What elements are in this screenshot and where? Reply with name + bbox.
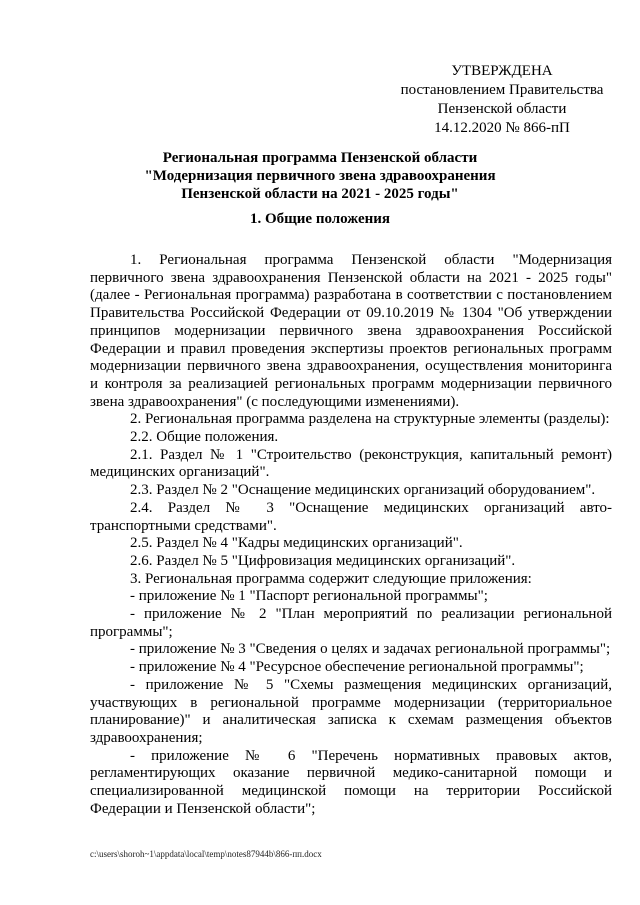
appendix-item-4: - приложение № 4 "Ресурсное обеспечение региональной программы"; [130, 659, 584, 676]
approval-line-approved: УТВЕРЖДЕНА [451, 63, 553, 79]
title-line-2: "Модернизация первичного звена здравоохранения [144, 168, 496, 184]
paragraph-2-6: 2.6. Раздел № 5 "Цифровизация медицинских организаций". [130, 552, 516, 569]
document-body [90, 252, 612, 819]
appendix-item-5: - приложение № 5 "Схемы размещения медицинских организаций, участвующих в региональной программе модернизации (территориальное планирование)" и аналитическая записка к схемам размещения объектов здравоохранения; [90, 676, 612, 746]
approval-stamp [392, 62, 612, 138]
paragraph-2-1: 2.1. Раздел № 1 "Строительство (реконструкция, капитальный ремонт) медицинских организаций". [90, 446, 612, 481]
appendix-item-2: - приложение № 2 "План мероприятий по реализации региональной программы"; [90, 606, 612, 640]
paragraph-2-2: 2.2. Общие положения. [130, 429, 279, 446]
title-line-1: Региональная программа Пензенской области [162, 150, 478, 166]
section-heading: 1. Общие положения [249, 211, 391, 227]
appendix-item-6: - приложение № 6 "Перечень нормативных правовых актов, регламентирующих оказание первичной медико-санитарной помощи и специализированной медицинской помощи на территории Российской Федерации и Пензенской области"; [90, 747, 612, 817]
title-line-3: Пензенской области на 2021 - 2025 годы" [181, 186, 459, 202]
document-title [40, 149, 600, 203]
file-path-footer: c:\users\shoroh~1\appdata\local\temp\notes87944b\866-пп.docx [90, 849, 322, 859]
paragraph-2-5: 2.5. Раздел № 4 "Кадры медицинских организаций". [130, 535, 463, 552]
approval-line-decree: постановлением Правительства [400, 82, 604, 98]
paragraph-2-4: 2.4. Раздел № 3 "Оснащение медицинских организаций авто-транспортными средствами". [90, 499, 612, 534]
paragraph-3: 3. Региональная программа содержит следующие приложения: [130, 570, 532, 587]
appendix-item-1: - приложение № 1 "Паспорт региональной программы"; [130, 588, 488, 605]
approval-line-date-number: 14.12.2020 № 866-пП [434, 120, 570, 136]
paragraph-2-3: 2.3. Раздел № 2 "Оснащение медицинских организаций оборудованием". [130, 482, 596, 499]
appendix-item-3: - приложение № 3 "Сведения о целях и задачах региональной программы"; [130, 641, 611, 658]
approval-line-region: Пензенской области [437, 101, 567, 117]
paragraph-2: 2. Региональная программа разделена на структурные элементы (разделы): [130, 411, 610, 428]
paragraph-1: 1. Региональная программа Пензенской области "Модернизация первичного звена здравоохранения Пензенской области на 2021 - 2025 годы" (далее - Региональная программа) разработана в соответствии с постановлением Правительства Российской Федерации от 09.10.2019 № 1304 "Об утверждении принципов модернизации первичного звена здравоохранения Российской Федерации и правил проведения экспертизы проектов региональных программ модернизации первичного звена здравоохранения, осуществления мониторинга и контроля за реализацией региональных программ модернизации первичного звена здравоохранения" (с последующими изменениями). [90, 252, 612, 410]
